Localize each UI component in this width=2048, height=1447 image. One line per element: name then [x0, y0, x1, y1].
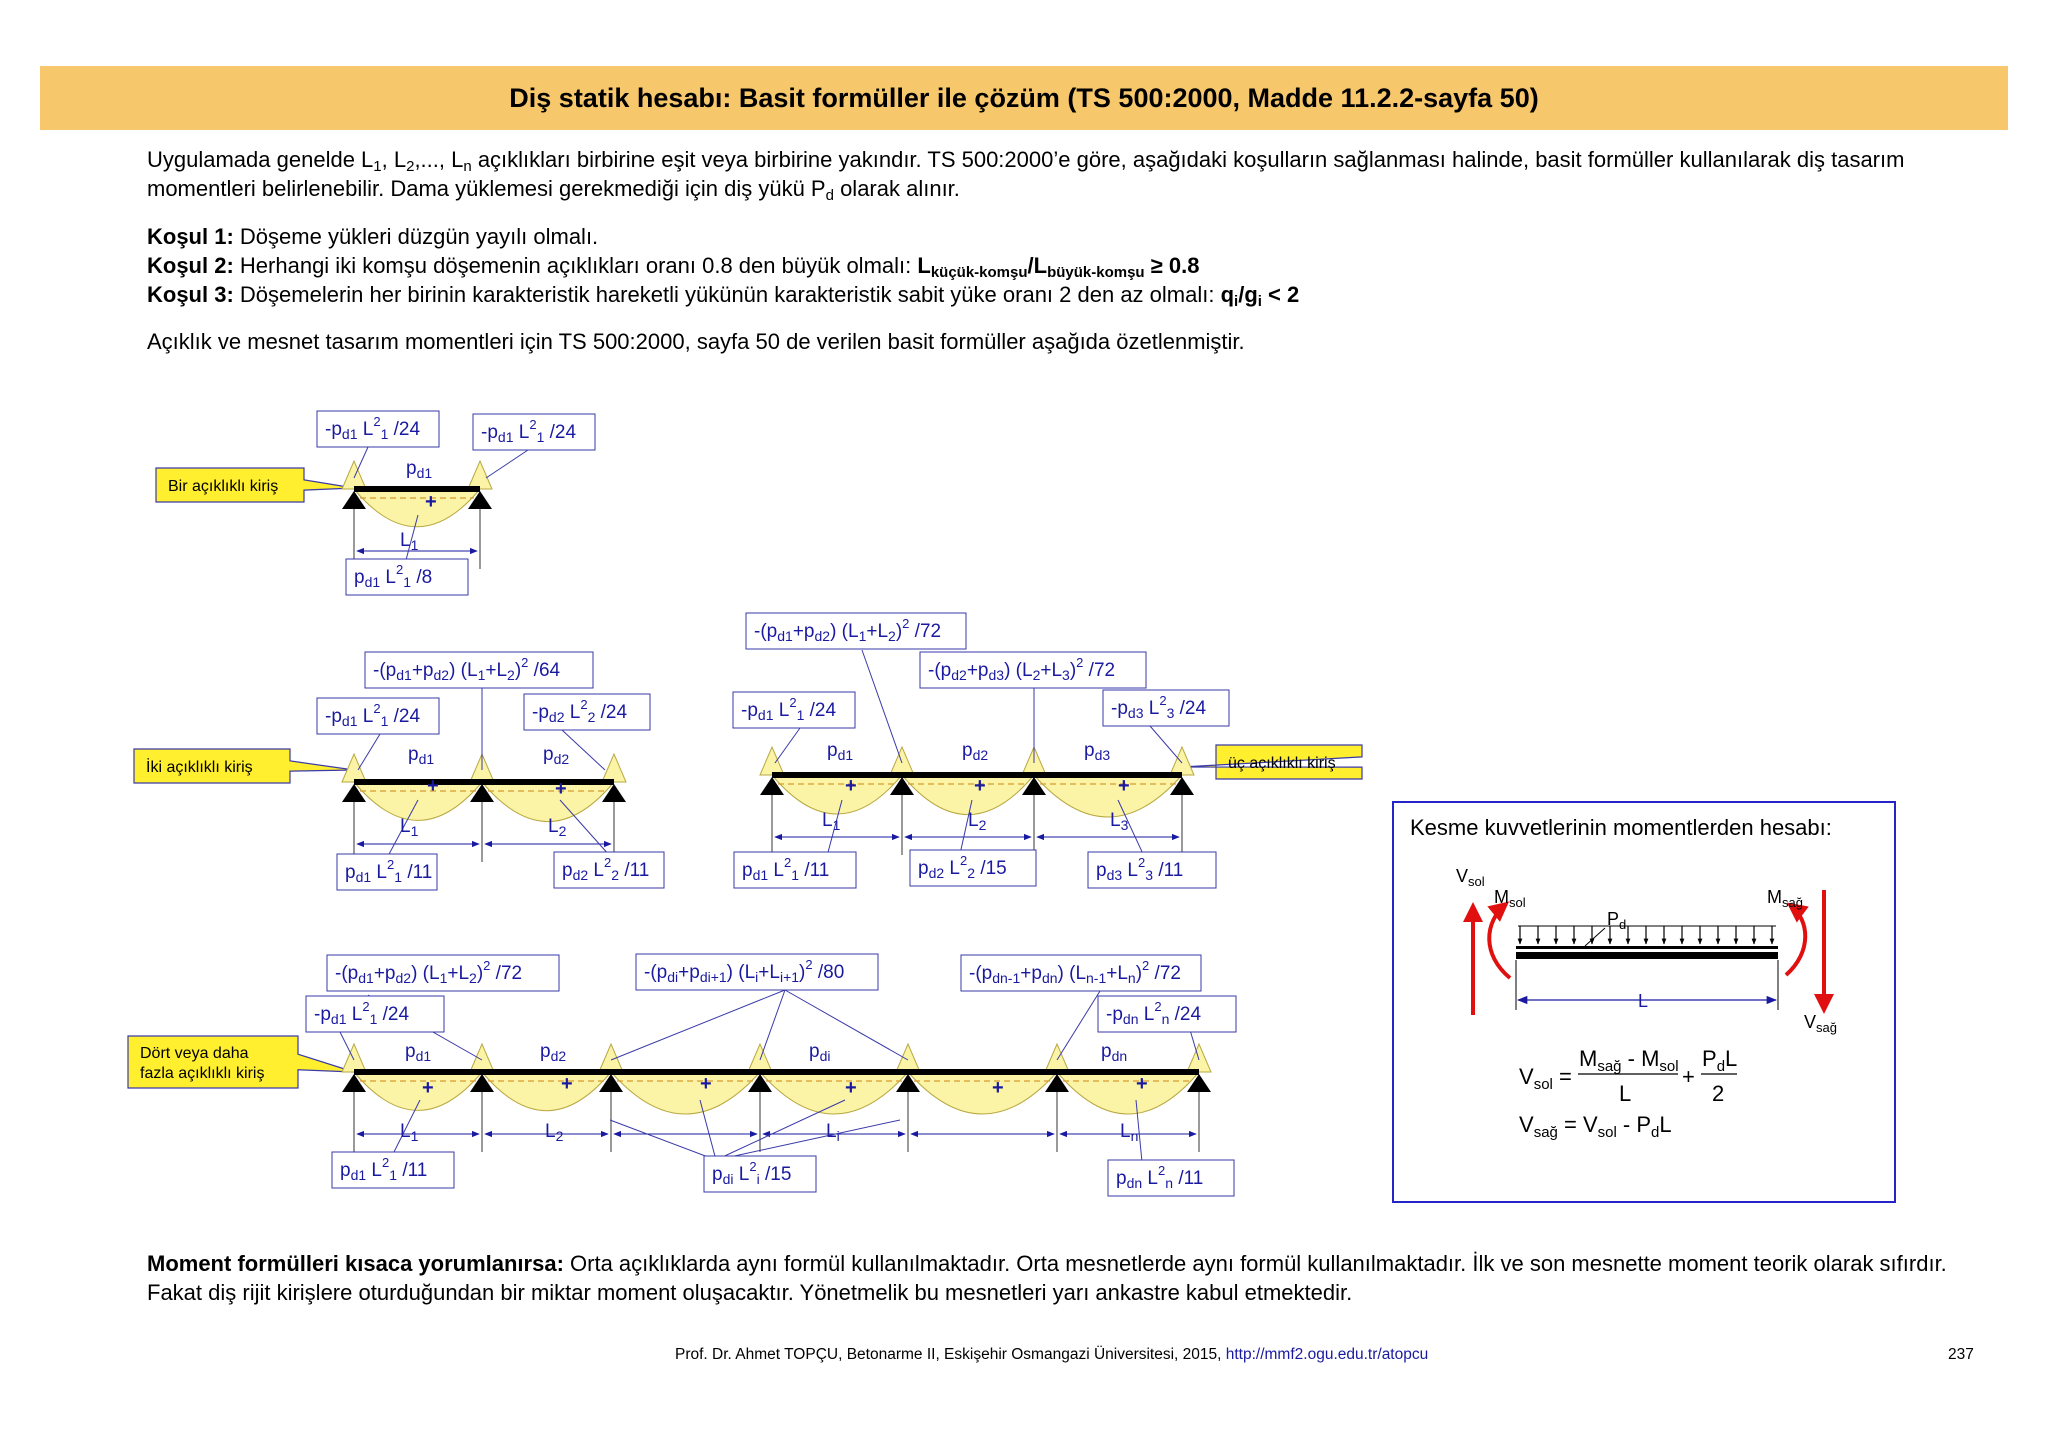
callout-three-span — [1182, 745, 1362, 779]
multi-spann-label: $L_n$ — [1120, 1121, 1139, 1144]
three-load1-label: $p_{d1}$ — [827, 740, 854, 763]
negative-moment-peak — [1187, 1044, 1211, 1072]
beam-line — [354, 486, 480, 492]
positive-moment-area — [1034, 775, 1182, 817]
positive-moment-area — [760, 1072, 908, 1114]
plus-sign: + — [425, 491, 437, 513]
multi-spani-moment: $p_{di}$ $L^2_i$ /15 — [712, 1159, 792, 1187]
leader-line — [358, 734, 380, 770]
eq1-plus: + — [1682, 1064, 1695, 1089]
svg-text:Dört veya daha: Dört veya daha — [140, 1045, 249, 1062]
three-left-support-moment: $-p_{d1}$ $L^2_1$ /24 — [741, 695, 837, 723]
negative-moment-peak — [599, 1044, 623, 1072]
svg-text:Bir açıklıklı kiriş: Bir açıklıklı kiriş — [168, 478, 279, 495]
leader-line — [340, 1032, 354, 1060]
plus-sign: + — [1136, 1073, 1148, 1095]
multi-span1-label: $L_1$ — [400, 1121, 419, 1144]
single-support-left-moment: $-p_{d1}$ $L^2_1$ /24 — [325, 414, 421, 442]
three-load2-label: $p_{d2}$ — [962, 740, 989, 763]
plus-sign: + — [555, 778, 567, 800]
multi-span1-moment: $p_{d1}$ $L^2_1$ /11 — [340, 1155, 428, 1183]
leader-line — [610, 1120, 716, 1160]
three-span2-label: $L_2$ — [968, 810, 987, 833]
svg-text:İki açıklıklı kiriş: İki açıklıklı kiriş — [146, 759, 253, 776]
intro-paragraph: Uygulamada genelde $L_1$, $L_2$,..., $L_n$ açıklıkları birbirine eşit veya birbirine yakındır. TS 500:2000’e göre, aşağıdaki koşulların sağlanması halinde, basit formüller kullanılarak diş tasarım momentleri belirlenebilir. Dama yüklemesi gerekmediği için diş yükü $P_d$ olarak alınır. — [147, 147, 1905, 204]
two-span-beam — [342, 754, 626, 862]
multi-spani-label: $L_i$ — [826, 1121, 840, 1144]
shear-box-title: Kesme kuvvetlerinin momentlerden hesabı: — [1410, 815, 1832, 840]
formula-intro: Açıklık ve mesnet tasarım momentleri için TS 500:2000, sayfa 50 de verilen basit formüller aşağıda özetlenmiştir. — [147, 329, 1245, 354]
v-left-label: $V_{sol}$ — [1456, 866, 1485, 889]
plus-sign: + — [974, 775, 986, 797]
svg-text:üç açıklıklı kiriş: üç açıklıklı kiriş — [1228, 755, 1336, 772]
single-span-label: $L_1$ — [400, 530, 419, 553]
negative-moment-peak — [342, 1044, 366, 1072]
callout-two-span — [134, 749, 354, 783]
shear-force-box — [1393, 802, 1895, 1202]
negative-moment-peak — [760, 747, 784, 775]
positive-moment-area — [902, 775, 1034, 815]
multi-right-support-moment: $-p_{dn}$ $L^2_n$ /24 — [1106, 999, 1202, 1027]
positive-moment-area — [1057, 1072, 1199, 1114]
pd-label: $P_d$ — [1607, 909, 1627, 932]
negative-moment-peak — [1170, 747, 1194, 775]
two-span2-label: $L_2$ — [548, 816, 567, 839]
multi-load2-label: $p_{d2}$ — [540, 1041, 567, 1064]
positive-moment-area — [482, 1072, 611, 1111]
condition-2: Koşul 2: Herhangi iki komşu döşemenin açıklıkları oranı 0.8 den büyük olmalı: $L_{küçük-komşu}/L_{büyük-komşu} \ge 0.8$ — [147, 253, 1200, 281]
two-load1-label: $p_{d1}$ — [408, 744, 435, 767]
two-middle-support-moment: $-(p_{d1}+p_{d2})$ $(L_1+L_2)^2$ /64 — [373, 655, 561, 683]
m-right-label: $M_{sağ}$ — [1767, 887, 1803, 910]
single-support-right-moment: $-p_{d1}$ $L^2_1$ /24 — [481, 417, 577, 445]
three-second-moment: $-(p_{d2}+p_{d3})$ $(L_2+L_3)^2$ /72 — [928, 655, 1116, 683]
plus-sign: + — [992, 1077, 1004, 1099]
plus-sign: + — [845, 775, 857, 797]
negative-moment-peak — [896, 1044, 920, 1072]
negative-moment-peak — [748, 1044, 772, 1072]
positive-moment-area — [354, 489, 480, 527]
callout-single-span — [156, 468, 354, 502]
three-span1-label: $L_1$ — [822, 810, 841, 833]
negative-moment-peak — [1045, 1044, 1069, 1072]
eq1-lhs: $V_{sol}$ = — [1519, 1064, 1572, 1093]
condition-1: Koşul 1: Döşeme yükleri düzgün yayılı olmalı. — [147, 224, 599, 249]
negative-moment-peak — [342, 461, 366, 489]
positive-moment-area — [611, 1072, 760, 1114]
leader-line — [862, 650, 902, 763]
eq1-denominator: L — [1619, 1081, 1632, 1106]
three-span-beam — [760, 747, 1194, 855]
eq2: $V_{sağ} = V_{sol} - P_dL$ — [1519, 1112, 1672, 1141]
leader-line — [785, 990, 908, 1060]
plus-sign: + — [427, 775, 439, 797]
plus-sign: + — [700, 1073, 712, 1095]
page-title: Diş statik hesabı: Basit formüller ile çözüm (TS 500:2000, Madde 11.2.2-sayfa 50) — [509, 82, 1539, 113]
page-number: 237 — [1948, 1346, 1974, 1363]
multi-span-beam — [342, 1044, 1211, 1152]
negative-moment-peak — [602, 754, 626, 782]
negative-moment-peak — [470, 1044, 494, 1072]
positive-moment-area — [772, 775, 902, 814]
three-span3-moment: $p_{d3}$ $L^2_3$ /11 — [1096, 855, 1184, 883]
single-span-moment: $p_{d1}$ $L^2_1$ /8 — [354, 562, 433, 590]
leader-line — [716, 1120, 900, 1160]
three-span1-moment: $p_{d1}$ $L^2_1$ /11 — [742, 855, 830, 883]
summary-paragraph: Moment formülleri kısaca yorumlanırsa: Orta açıklıklarda aynı formül kullanılmaktadır. Orta mesnetlerde aynı formül kullanılmaktadır. İlk ve son mesnette moment teorik olarak sıfırdır. Fakat diş rijit kirişlere oturduğundan bir miktar moment oluşacaktır. Yönetmelik bu mesnetleri yarı ankastre kabul etmektedir. — [147, 1251, 1947, 1305]
callout-multi-span — [128, 1036, 354, 1088]
v-right-label: $V_{sağ}$ — [1804, 1012, 1837, 1035]
positive-moment-area — [354, 782, 482, 820]
three-span2-moment: $p_{d2}$ $L^2_2$ /15 — [918, 853, 1007, 881]
three-top-moment: $-(p_{d1}+p_{d2})$ $(L_1+L_2)^2$ /72 — [754, 616, 942, 644]
span-l-label: L — [1638, 991, 1649, 1011]
two-span1-label: $L_1$ — [400, 816, 419, 839]
multi-span2-label: $L_2$ — [545, 1121, 564, 1144]
leader-line — [486, 450, 528, 478]
leader-line — [354, 447, 368, 478]
plus-sign: + — [561, 1073, 573, 1095]
footer-link[interactable]: http://mmf2.ogu.edu.tr/atopcu — [1225, 1346, 1429, 1363]
m-left-label: $M_{sol}$ — [1494, 887, 1526, 910]
eq1-denominator-2: 2 — [1712, 1081, 1725, 1106]
two-span2-moment: $p_{d2}$ $L^2_2$ /11 — [562, 855, 650, 883]
multi-loadi-label: $p_{di}$ — [809, 1041, 831, 1064]
two-span1-moment: $p_{d1}$ $L^2_1$ /11 — [345, 857, 433, 885]
leader-line — [1057, 991, 1100, 1060]
two-right-support-moment: $-p_{d2}$ $L^2_2$ /24 — [532, 697, 628, 725]
plus-sign: + — [845, 1077, 857, 1099]
three-load3-label: $p_{d3}$ — [1084, 740, 1111, 763]
single-load-label: $p_{d1}$ — [406, 458, 433, 481]
plus-sign: + — [1118, 775, 1130, 797]
footer-credit: Prof. Dr. Ahmet TOPÇU, Betonarme II, Eskişehir Osmangazi Üniversitesi, 2015, http://mmf2.ogu.edu.tr/atopcu — [675, 1346, 1429, 1363]
leader-line — [1150, 726, 1182, 763]
eq1-numerator: $M_{sağ} - M_{sol}$ — [1579, 1046, 1679, 1075]
three-span3-label: $L_3$ — [1110, 810, 1129, 833]
beam-line — [354, 779, 614, 785]
two-load2-label: $p_{d2}$ — [543, 744, 570, 767]
negative-moment-peak — [890, 747, 914, 775]
multi-top3-moment: $-(p_{dn-1}+p_{dn})$ $(L_{n-1}+L_n)^2$ /72 — [969, 958, 1181, 986]
beam-line — [354, 1069, 1199, 1075]
leader-line — [775, 728, 800, 763]
multi-left-support-moment: $-p_{d1}$ $L^2_1$ /24 — [314, 999, 410, 1027]
negative-moment-peak — [468, 461, 492, 489]
three-right-support-moment: $-p_{d3}$ $L^2_3$ /24 — [1111, 693, 1207, 721]
multi-spann-moment: $p_{dn}$ $L^2_n$ /11 — [1116, 1163, 1204, 1191]
multi-top2-moment: $-(p_{di}+p_{di+1})$ $(L_i+L_{i+1})^2$ /80 — [644, 957, 845, 985]
leader-line — [760, 990, 785, 1060]
negative-moment-peak — [342, 754, 366, 782]
two-left-support-moment: $-p_{d1}$ $L^2_1$ /24 — [325, 701, 421, 729]
svg-text:fazla açıklıklı kiriş: fazla açıklıklı kiriş — [140, 1065, 265, 1082]
multi-loadn-label: $p_{dn}$ — [1101, 1041, 1128, 1064]
plus-sign: + — [422, 1077, 434, 1099]
multi-load1-label: $p_{d1}$ — [405, 1041, 432, 1064]
eq1-numerator-2: $P_dL$ — [1702, 1046, 1738, 1075]
condition-3: Koşul 3: Döşemelerin her birinin karakteristik hareketli yükünün karakteristik sabit yüke oranı 2 den az olmalı: $q_i/g_i < 2$ — [147, 282, 1300, 310]
multi-top1-moment: $-(p_{d1}+p_{d2})$ $(L_1+L_2)^2$ /72 — [335, 958, 523, 986]
positive-moment-area — [908, 1072, 1057, 1114]
